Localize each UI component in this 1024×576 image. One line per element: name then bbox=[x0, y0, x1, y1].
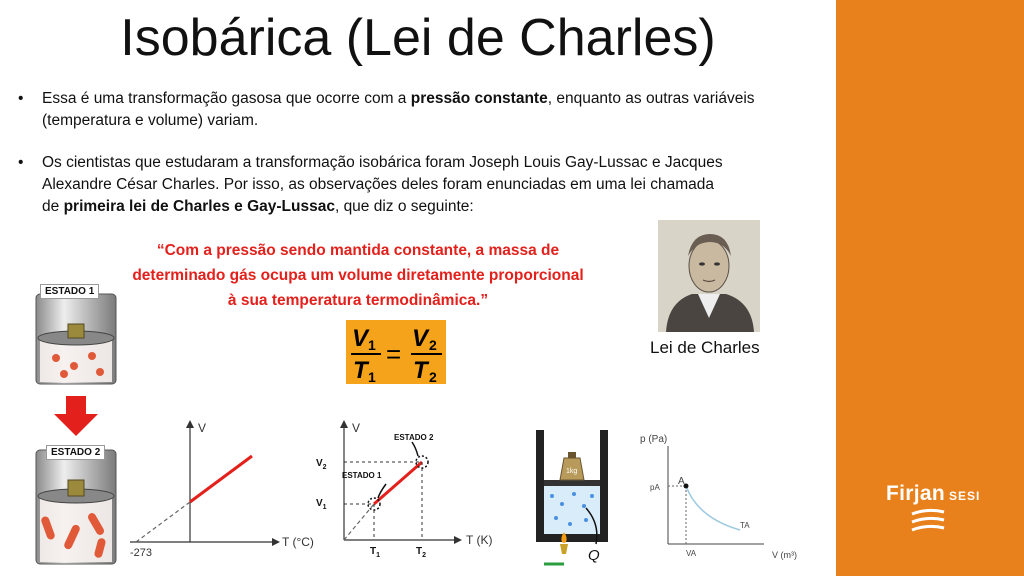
piston-gas bbox=[544, 486, 600, 534]
formula-box bbox=[346, 320, 446, 384]
graph1-x-arrow bbox=[272, 538, 280, 546]
wave-icon bbox=[910, 508, 946, 538]
gas-molecule bbox=[584, 518, 588, 522]
formula-t2: T bbox=[413, 357, 428, 384]
logo-sub: SESI bbox=[948, 489, 981, 503]
graph2-y-arrow bbox=[340, 420, 348, 428]
graph2-line bbox=[374, 462, 422, 504]
graph3-va-label: VA bbox=[686, 549, 697, 558]
heat-label: Q bbox=[588, 547, 600, 564]
graph2-v2-label: $V_2$ bbox=[316, 458, 327, 471]
down-arrow-icon bbox=[52, 396, 100, 436]
gas-particle bbox=[88, 352, 96, 360]
graph1-extrapolation bbox=[136, 502, 190, 542]
formula-equals: = bbox=[386, 339, 402, 369]
formula-v2-sub: 2 bbox=[429, 337, 437, 353]
gas-molecule bbox=[560, 502, 564, 506]
weight bbox=[68, 480, 84, 496]
graph3-y-label: p (Pa) bbox=[640, 434, 668, 445]
gas-particle bbox=[96, 368, 104, 376]
piston-weight-handle bbox=[568, 452, 576, 458]
graph3-x-label: V (m³) bbox=[772, 550, 797, 560]
state-2-label: ESTADO 2 bbox=[46, 445, 105, 460]
gas-molecule bbox=[568, 522, 572, 526]
formula-t1-sub: 1 bbox=[368, 369, 376, 384]
formula-svg bbox=[346, 320, 446, 384]
gas-molecule bbox=[590, 494, 594, 498]
graph1-y-arrow bbox=[186, 420, 194, 428]
graph3-ta-label: TA bbox=[740, 521, 750, 530]
gas-particle bbox=[70, 362, 78, 370]
bullet-1 bbox=[18, 88, 838, 132]
graph2-v1-label: $V_1$ bbox=[316, 498, 327, 511]
piston-wall-left bbox=[536, 430, 544, 542]
formula-t1: T bbox=[353, 357, 368, 384]
graph1-line bbox=[190, 456, 252, 502]
formula-t2-sub: 2 bbox=[429, 369, 437, 384]
wave-stroke bbox=[912, 510, 944, 514]
piston-illustration bbox=[530, 424, 614, 572]
graph1-x-label: T (°C) bbox=[282, 535, 314, 549]
graph3-isotherm bbox=[686, 486, 740, 530]
bullet-dot: • bbox=[18, 154, 24, 171]
page-title: Isobárica (Lei de Charles) bbox=[120, 9, 716, 67]
state-1-label: ESTADO 1 bbox=[40, 284, 99, 299]
formula-v1-sub: 1 bbox=[368, 337, 376, 353]
formula-v1: V bbox=[352, 325, 369, 352]
graph2-x-label: T (K) bbox=[466, 533, 493, 547]
logo-name: Firjan bbox=[886, 482, 945, 505]
bullet-1-text: Essa é uma transformação gasosa que ocorre com a pressão constante, enquanto as outras variáveis (temperatura e volume) variam. bbox=[42, 90, 755, 129]
gas-molecule bbox=[582, 504, 586, 508]
graph1-origin-label: -273 bbox=[130, 547, 153, 559]
firjan-logo bbox=[886, 482, 980, 538]
gas-molecule bbox=[572, 492, 576, 496]
graph2-t1-label: $T_1$ bbox=[370, 546, 381, 559]
graph2-state-2-pointer bbox=[412, 442, 418, 456]
portrait-eye-right bbox=[714, 262, 720, 265]
gas-particle bbox=[52, 354, 60, 362]
wave-stroke bbox=[912, 526, 944, 530]
graph-p-vs-v bbox=[636, 428, 816, 568]
formula-v2: V bbox=[412, 325, 429, 352]
wave-stroke bbox=[912, 518, 944, 522]
burner-base bbox=[560, 544, 568, 554]
graph2-state-1-label: ESTADO 1 bbox=[342, 471, 382, 480]
graph2-y-label: V bbox=[352, 421, 361, 435]
bullet-dot: • bbox=[18, 90, 24, 107]
gas-molecule bbox=[550, 494, 554, 498]
graph2-state-2-label: ESTADO 2 bbox=[394, 433, 434, 442]
charles-portrait bbox=[658, 220, 760, 332]
graph-v-vs-t-celsius bbox=[128, 412, 328, 576]
piston-weight-label: 1kg bbox=[566, 468, 578, 475]
bullet-2-text: Os cientistas que estudaram a transformação isobárica foram Joseph Louis Gay-Lussac e Jacques Alexandre César Charles. Por isso, as observações deles foram enunciadas em uma lei chamada de primeira lei de Charles e Gay-Lussac, que diz o seguinte: bbox=[42, 154, 723, 215]
portrait-face bbox=[689, 240, 729, 292]
bullet-2 bbox=[18, 152, 838, 218]
graph-v-vs-t-kelvin bbox=[308, 412, 502, 576]
graph2-x-arrow bbox=[454, 536, 462, 544]
piston-wall-right bbox=[600, 430, 608, 542]
gas-particle bbox=[60, 370, 68, 378]
piston-plate bbox=[544, 480, 600, 486]
graph1-y-label: V bbox=[198, 421, 207, 435]
weight bbox=[68, 324, 84, 338]
arrow-shape bbox=[54, 396, 98, 436]
portrait-caption: Lei de Charles bbox=[650, 338, 760, 357]
gas-molecule bbox=[554, 516, 558, 520]
graph2-t2-label: $T_2$ bbox=[416, 546, 427, 559]
graph3-pa-label: pA bbox=[650, 483, 660, 492]
graph2-extrapolation bbox=[344, 504, 374, 540]
graph3-point-label: A bbox=[678, 476, 685, 487]
law-quote: “Com a pressão sendo mantida constante, a massa de determinado gás ocupa um volume diretamente proporcional à sua temperatura termodinâmica.” bbox=[132, 242, 584, 309]
portrait-eye-left bbox=[699, 262, 705, 265]
